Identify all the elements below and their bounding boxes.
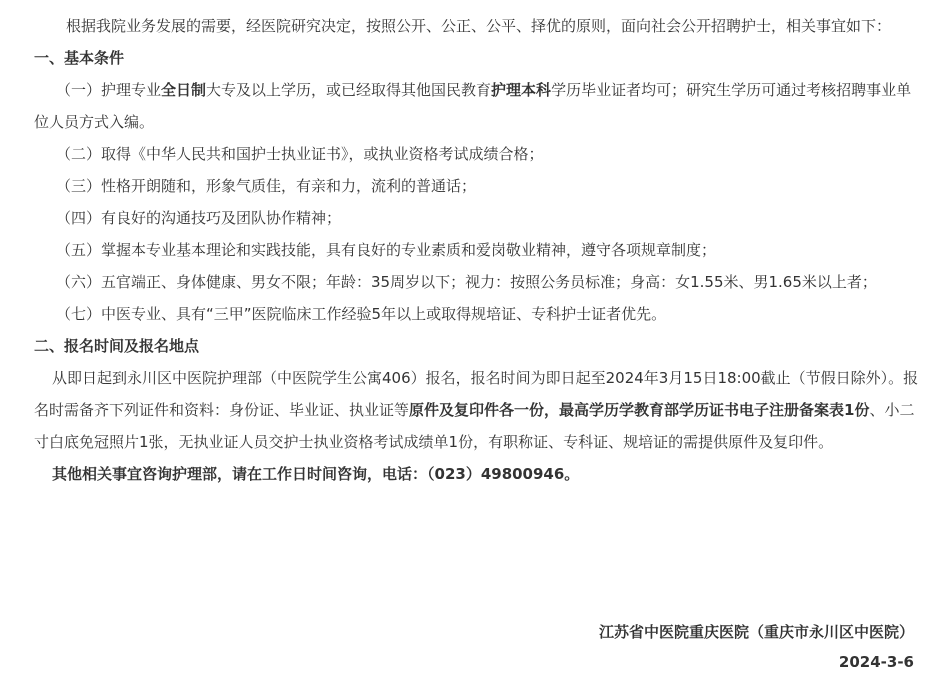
intro-paragraph: 根据我院业务发展的需要，经医院研究决定，按照公开、公正、公平、择优的原则，面向社会公开招聘护士，相关事宜如下：: [66, 17, 892, 35]
condition-1-bold-fulltime: 全日制: [161, 81, 207, 99]
condition-item-1: [34, 74, 922, 138]
contact-line: 其他相关事宜咨询护理部，请在工作日时间咨询，电话：（023）49800946。: [52, 465, 580, 483]
condition-1-text-a: （一）护理专业: [56, 81, 162, 99]
section-basic-conditions-heading: 一、基本条件: [34, 49, 125, 67]
condition-1-bold-nursing-bachelor: 护理本科: [491, 81, 552, 99]
signature-date: 2024-3-6: [838, 653, 914, 671]
condition-item-7: （七）中医专业、具有“三甲”医院临床工作经验5年以上或取得规培证、专科护士证者优先。: [56, 305, 667, 323]
condition-item-2: （二）取得《中华人民共和国护士执业证书》，或执业资格考试成绩合格；: [56, 145, 544, 163]
condition-item-5: （五）掌握本专业基本理论和实践技能，具有良好的专业素质和爱岗敬业精神，遵守各项规章制度；: [56, 241, 717, 259]
section-registration-heading: 二、报名时间及报名地点: [34, 337, 200, 355]
registration-paragraph: [34, 362, 922, 458]
condition-item-4: （四）有良好的沟通技巧及团队协作精神；: [56, 209, 342, 227]
condition-1-text-b: 大专及以上学历，或已经取得其他国民教育: [206, 81, 492, 99]
condition-1-text-c: 学历毕业证者均可；研究生学历可通过考核招聘事业单位人员方式入编。: [34, 81, 912, 131]
registration-bold-documents: 原件及复印件各一份，最高学历学教育部学历证书电子注册备案表1份: [409, 401, 870, 419]
condition-item-6: （六）五官端正、身体健康、男女不限；年龄：35周岁以下；视力：按照公务员标准；身高：女1.55米、男1.65米以上者；: [56, 273, 877, 291]
condition-item-3: （三）性格开朗随和，形象气质佳，有亲和力，流利的普通话；: [56, 177, 477, 195]
signature-organization: 江苏省中医院重庆医院（重庆市永川区中医院）: [598, 623, 914, 641]
registration-text-b: 、小二寸白底免冠照片1张，无执业证人员交护士执业资格考试成绩单1份，有职称证、专科证、规培证的需提供原件及复印件。: [34, 401, 915, 451]
registration-text-a: 从即日起到永川区中医院护理部（中医院学生公寓406）报名，报名时间为即日起至2024年3月15日18:00截止（节假日除外）。报名时需备齐下列证件和资料：身份证、毕业证、执业证等: [34, 369, 919, 419]
